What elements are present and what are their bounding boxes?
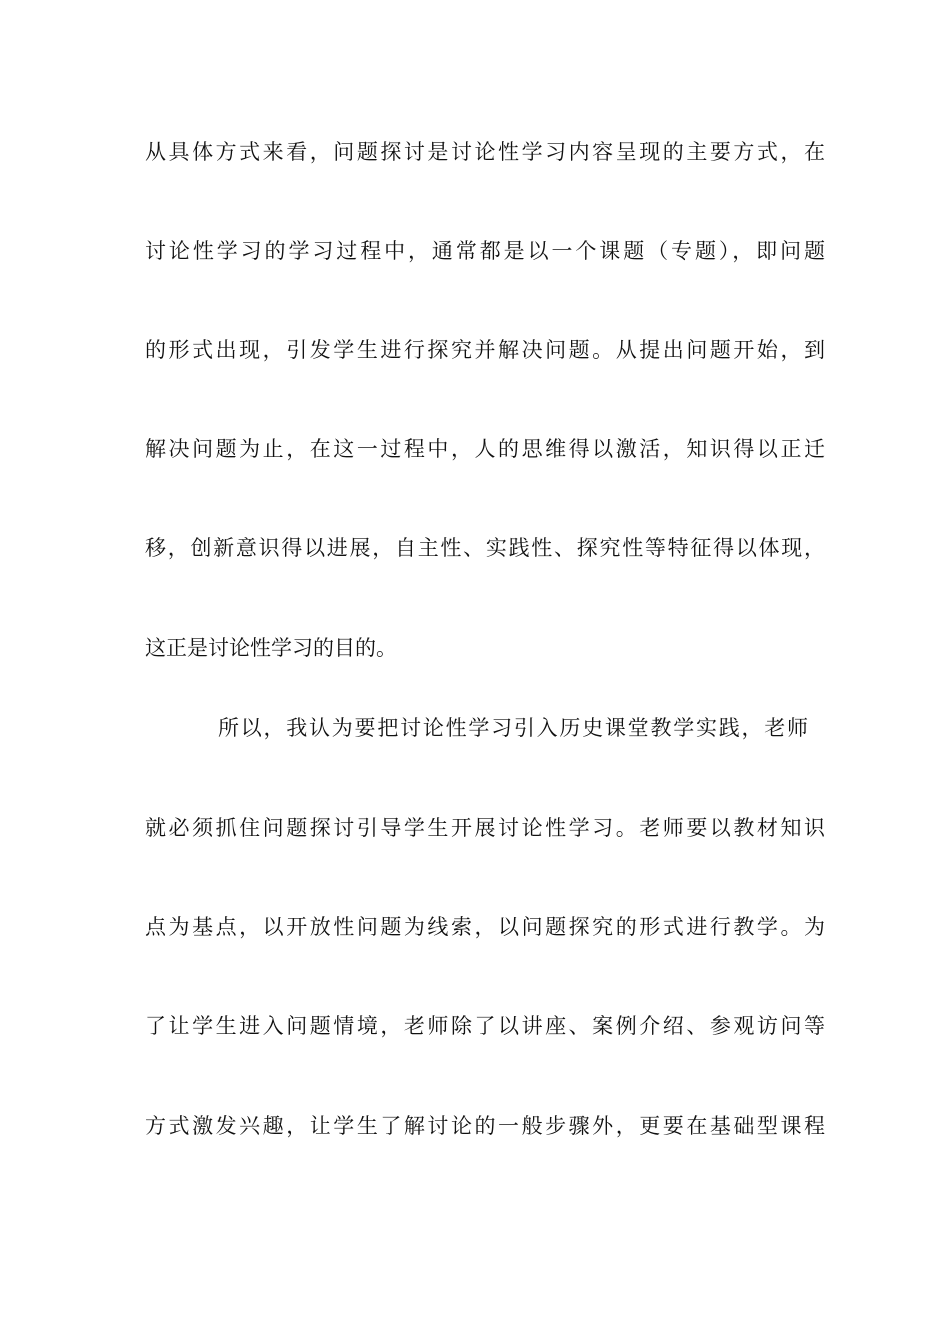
paragraph-2-line-1: 所以，我认为要把讨论性学习引入历史课堂教学实践，老师 (218, 716, 808, 740)
paragraph-1-line-2: 讨论性学习的学习过程中，通常都是以一个课题（专题），即问题 (145, 239, 825, 263)
paragraph-2-line-5: 方式激发兴趣，让学生了解讨论的一般步骤外，更要在基础型课程 (145, 1114, 825, 1138)
paragraph-1-line-6: 这正是讨论性学习的目的。 (145, 636, 397, 660)
paragraph-1-line-3: 的形式出现，引发学生进行探究并解决问题。从提出问题开始，到 (145, 338, 825, 362)
paragraph-2-line-2: 就必须抓住问题探讨引导学生开展讨论性学习。老师要以教材知识 (145, 816, 825, 840)
paragraph-1-line-4: 解决问题为止，在这一过程中，人的思维得以激活，知识得以正迁 (145, 437, 825, 461)
paragraph-1-line-1: 从具体方式来看，问题探讨是讨论性学习内容呈现的主要方式，在 (145, 140, 825, 164)
paragraph-1-line-5: 移，创新意识得以进展，自主性、实践性、探究性等特征得以体现， (145, 536, 825, 560)
paragraph-2-line-4: 了让学生进入问题情境，老师除了以讲座、案例介绍、参观访问等 (145, 1014, 825, 1038)
paragraph-2-line-3: 点为基点，以开放性问题为线索，以问题探究的形式进行教学。为 (145, 915, 825, 939)
